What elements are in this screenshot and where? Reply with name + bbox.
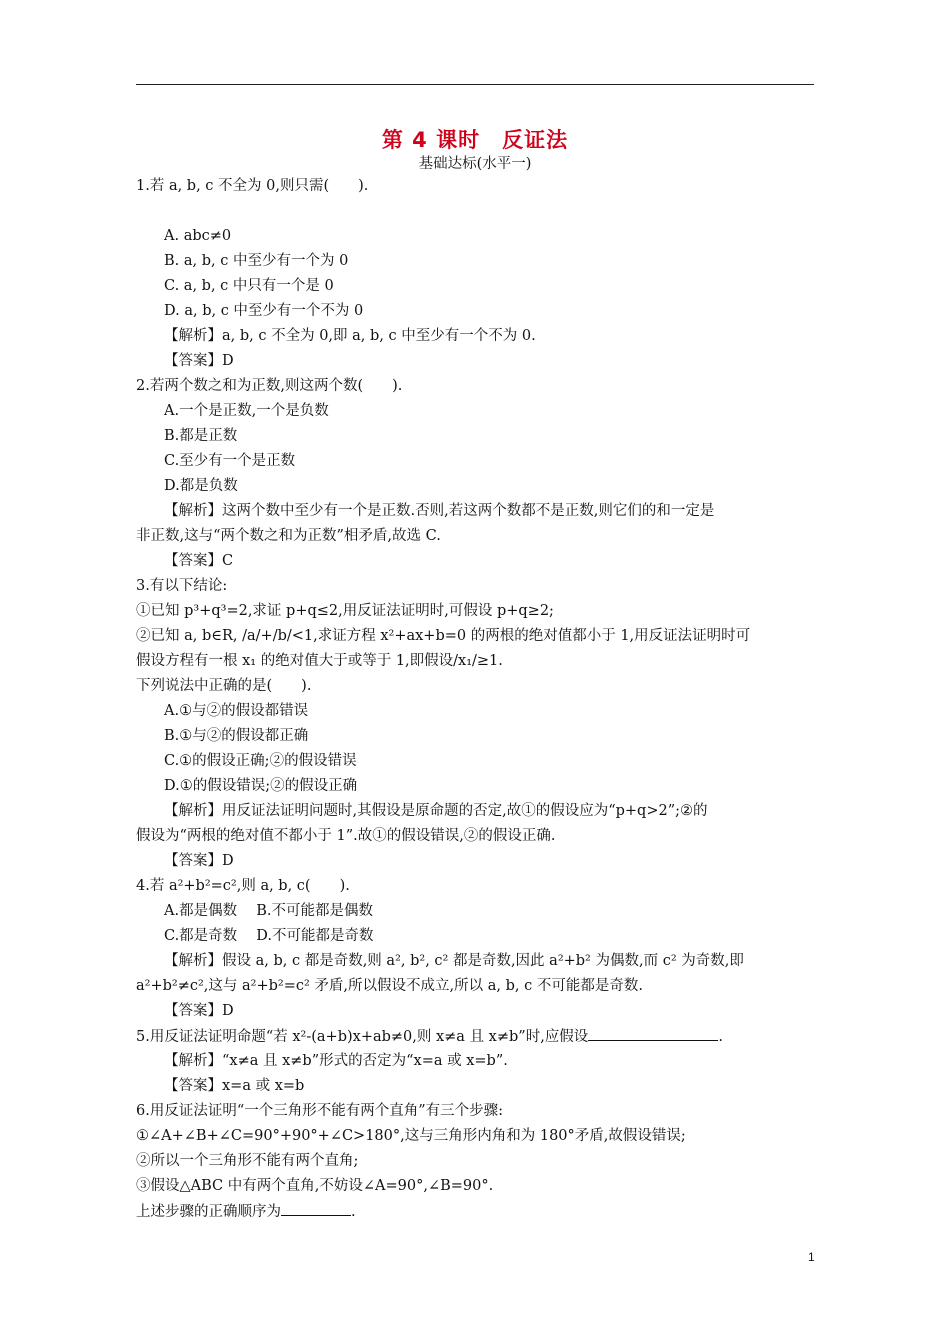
- text-line: [164, 1051, 508, 1071]
- line-text: A. abc≠0: [164, 228, 232, 244]
- text-line: [164, 926, 374, 946]
- line-text: 【解析】假设 a, b, c 都是奇数,则 a², b², c² 都是奇数,因此 a²+b² 为偶数,而 c² 为奇数,即: [164, 953, 744, 969]
- line-text: A.都是偶数 B.不可能都是偶数: [164, 903, 373, 919]
- line-text: 【解析】这两个数中至少有一个是正数.否则,若这两个数都不是正数,则它们的和一定是: [164, 503, 715, 519]
- answer-blank[interactable]: [588, 1026, 718, 1041]
- text-line: [164, 551, 233, 571]
- line-text: C. a, b, c 中只有一个是 0: [164, 278, 334, 294]
- text-line: [136, 651, 503, 671]
- line-text: 1.若 a, b, c 不全为 0,则只需( ).: [136, 178, 369, 194]
- line-text: 【解析】用反证法证明问题时,其假设是原命题的否定,故①的假设应为“p+q>2”;②的: [164, 803, 708, 819]
- line-text: ②所以一个三角形不能有两个直角;: [136, 1153, 359, 1169]
- line-text: 【解析】a, b, c 不全为 0,即 a, b, c 中至少有一个不为 0.: [164, 328, 536, 344]
- text-line: [136, 1101, 503, 1121]
- text-line: [136, 876, 350, 896]
- text-line: [164, 326, 536, 346]
- text-line: [136, 826, 556, 846]
- line-text: C.都是奇数 D.不可能都是奇数: [164, 928, 374, 944]
- line-text: 下列说法中正确的是( ).: [136, 678, 312, 694]
- text-line: [136, 1026, 723, 1047]
- text-line: [136, 601, 554, 621]
- line-text: B. a, b, c 中至少有一个为 0: [164, 253, 349, 269]
- header-rule: [136, 84, 814, 85]
- line-text: 5.用反证法证明命题“若 x²-(a+b)x+ab≠0,则 x≠a 且 x≠b”时,应假设: [136, 1029, 589, 1045]
- line-text: A.①与②的假设都错误: [164, 703, 309, 719]
- text-line: [164, 1001, 234, 1021]
- text-line: [136, 176, 368, 196]
- line-text: B.都是正数: [164, 428, 238, 444]
- text-line: [164, 401, 329, 421]
- line-text: 【答案】C: [164, 553, 234, 569]
- text-line: [164, 251, 348, 271]
- text-line: [136, 376, 402, 396]
- line-text: ②已知 a, b∈R, /a/+/b/<1,求证方程 x²+ax+b=0 的两根的绝对值都小于 1,用反证法证明时可: [136, 628, 751, 644]
- line-text: 上述步骤的正确顺序为: [136, 1204, 281, 1220]
- line-end-punct: .: [718, 1029, 723, 1045]
- text-line: [136, 626, 750, 646]
- page-number: 1: [808, 1250, 815, 1264]
- line-text: 4.若 a²+b²=c²,则 a, b, c( ).: [136, 878, 350, 894]
- line-text: a²+b²≠c²,这与 a²+b²=c² 矛盾,所以假设不成立,所以 a, b, c 不可能都是奇数.: [136, 978, 643, 994]
- line-text: 【答案】D: [164, 1003, 234, 1019]
- line-text: 3.有以下结论:: [136, 578, 228, 594]
- line-text: ①已知 p³+q³=2,求证 p+q≤2,用反证法证明时,可假设 p+q≥2;: [136, 603, 554, 619]
- text-line: [164, 851, 234, 871]
- text-line: [164, 951, 744, 971]
- text-line: [164, 1076, 304, 1096]
- line-text: B.①与②的假设都正确: [164, 728, 309, 744]
- line-text: 【答案】D: [164, 353, 234, 369]
- line-text: D.①的假设错误;②的假设正确: [164, 778, 358, 794]
- text-line: [164, 501, 714, 521]
- text-line: [136, 1176, 493, 1196]
- text-line: [164, 751, 357, 771]
- text-line: [136, 676, 311, 696]
- line-end-punct: .: [351, 1204, 356, 1220]
- text-line: [164, 701, 308, 721]
- text-line: [136, 1151, 358, 1171]
- line-text: 6.用反证法证明“一个三角形不能有两个直角”有三个步骤:: [136, 1103, 504, 1119]
- text-line: [164, 226, 231, 246]
- text-line: [164, 276, 334, 296]
- text-line: [164, 301, 363, 321]
- line-text: 假设为“两根的绝对值不都小于 1”.故①的假设错误,②的假设正确.: [136, 828, 556, 844]
- line-text: 假设方程有一根 x₁ 的绝对值大于或等于 1,即假设/x₁/≥1.: [136, 653, 503, 669]
- text-line: [136, 976, 643, 996]
- line-text: ③假设△ABC 中有两个直角,不妨设∠A=90°,∠B=90°.: [136, 1178, 494, 1194]
- text-line: [164, 451, 295, 471]
- text-line: [136, 576, 227, 596]
- text-line: [164, 726, 308, 746]
- text-line: [136, 1126, 686, 1146]
- answer-blank[interactable]: [281, 1201, 351, 1216]
- line-text: A.一个是正数,一个是负数: [164, 403, 329, 419]
- text-line: [164, 901, 373, 921]
- lesson-title: 第 4 课时 反证法: [381, 128, 569, 152]
- text-line: [164, 801, 708, 821]
- text-line: [164, 776, 357, 796]
- line-text: 2.若两个数之和为正数,则这两个数( ).: [136, 378, 403, 394]
- text-line: [164, 426, 237, 446]
- line-text: D. a, b, c 中至少有一个不为 0: [164, 303, 364, 319]
- text-line: [136, 1201, 356, 1222]
- line-text: C.①的假设正确;②的假设错误: [164, 753, 357, 769]
- text-line: [136, 526, 441, 546]
- line-text: D.都是负数: [164, 478, 238, 494]
- line-text: 【解析】“x≠a 且 x≠b”形式的否定为“x=a 或 x=b”.: [164, 1053, 508, 1069]
- line-text: 【答案】x=a 或 x=b: [164, 1078, 305, 1094]
- line-text: ①∠A+∠B+∠C=90°+90°+∠C>180°,这与三角形内角和为 180°矛盾,故假设错误;: [136, 1128, 686, 1144]
- lesson-subtitle: 基础达标(水平一): [418, 156, 532, 172]
- text-line: [164, 476, 238, 496]
- text-line: [164, 351, 234, 371]
- line-text: 【答案】D: [164, 853, 234, 869]
- line-text: 非正数,这与“两个数之和为正数”相矛盾,故选 C.: [136, 528, 441, 544]
- line-text: C.至少有一个是正数: [164, 453, 296, 469]
